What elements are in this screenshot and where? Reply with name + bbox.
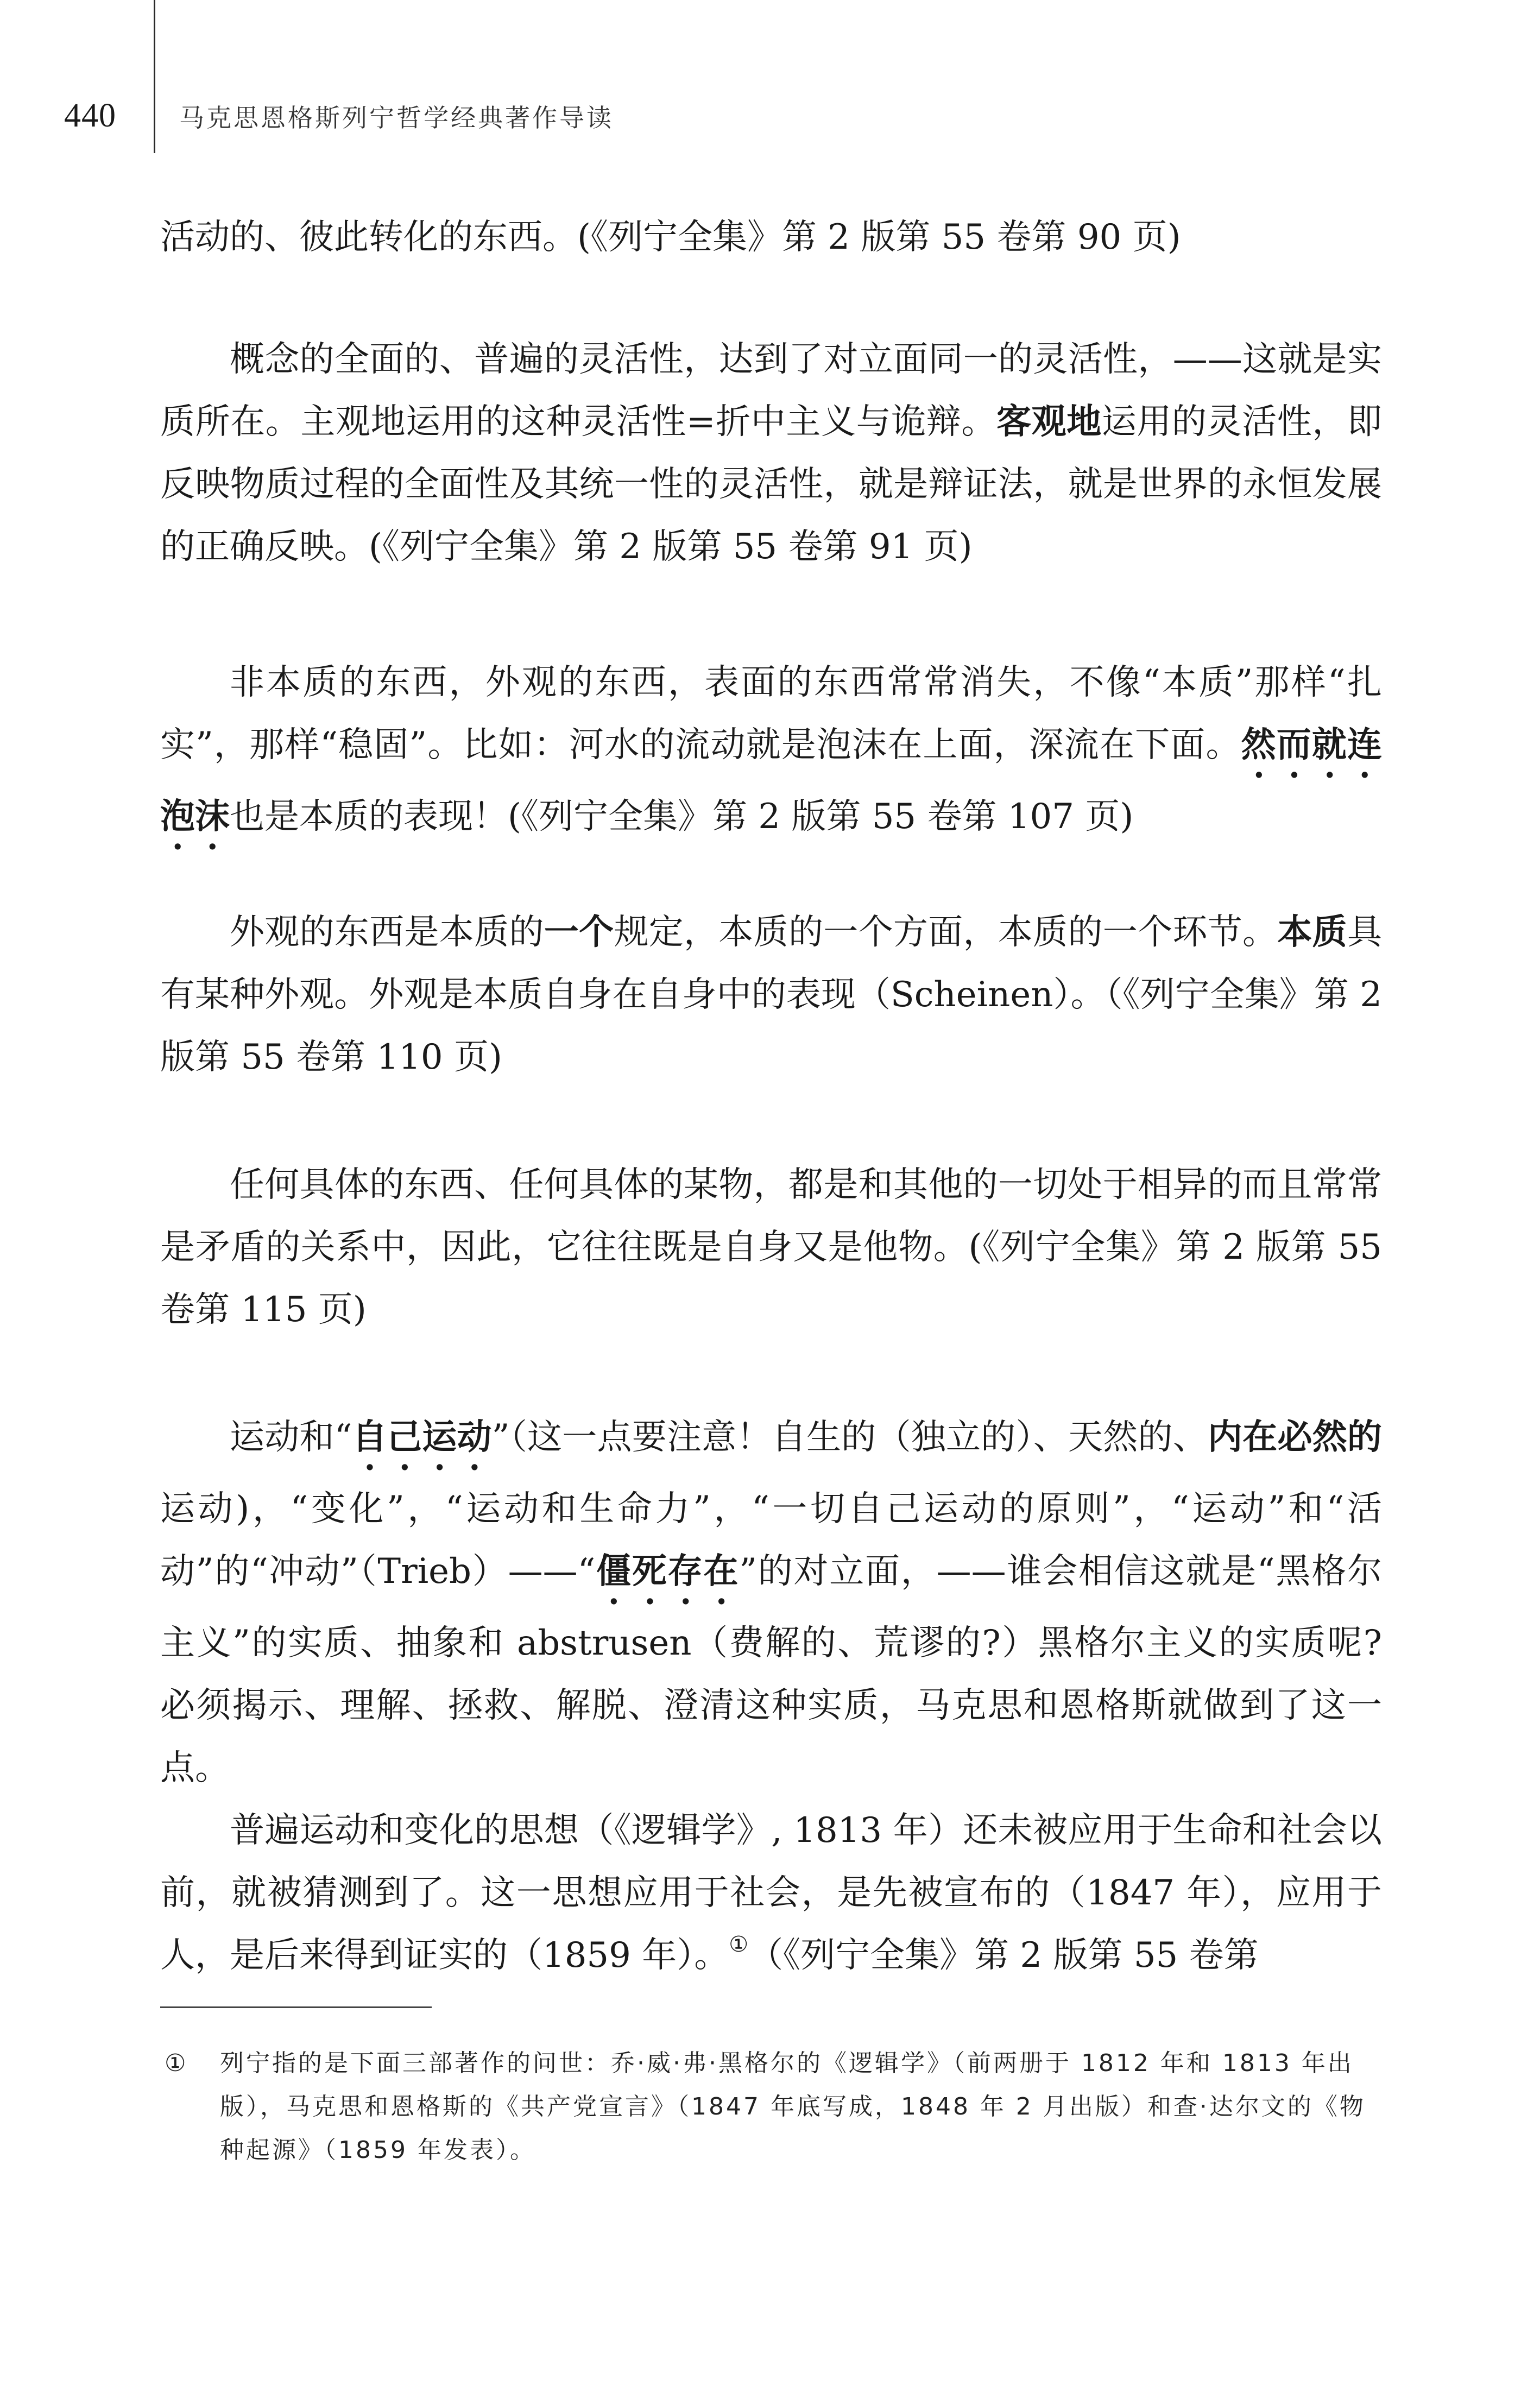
footnote-divider	[160, 2006, 432, 2008]
emphasis-dotted: 僵死存在	[595, 1551, 740, 1592]
emphasis-bold: 内在必然的	[1208, 1417, 1383, 1457]
footnote-mark: ①	[165, 2049, 188, 2077]
footnote-reference[interactable]: ①	[729, 1932, 749, 1957]
footnote	[160, 2042, 1382, 2172]
quote-block	[160, 1406, 1382, 1987]
paragraph: 非本质的东西，外观的东西，表面的东西常常消失，不像“本质”那样“扎实”，那样“稳固”。比如：河水的流动就是泡沫在上面，深流在下面。然而就连泡沫也是本质的表现！(《列宁全集》第 2 版第 55 卷第 107 页)	[160, 662, 1383, 837]
running-head-title: 马克思恩格斯列宁哲学经典著作导读	[179, 103, 614, 132]
emphasis-bold: 本质	[1277, 912, 1347, 952]
quote-block	[160, 329, 1382, 578]
quote-block	[160, 652, 1382, 857]
emphasis-bold: 一个	[544, 912, 614, 952]
header-divider	[154, 0, 155, 153]
paragraph: 运动和“自己运动”（这一点要注意！自生的（独立的）、天然的、内在必然的运动)，“变化”，“运动和生命力”，“一切自己运动的原则”，“运动”和“活动”的“冲动”（Trieb）——“僵死存在”的对立面，——谁会相信这就是“黑格尔主义”的实质、抽象和 abstrusen（费解的、荒谬的?）黑格尔主义的实质呢? 必须揭示、理解、拯救、解脱、澄清这种实质，马克思和恩格斯就做到了这一点。	[160, 1417, 1383, 1788]
paragraph: 任何具体的东西、任何具体的某物，都是和其他的一切处于相异的而且常常是矛盾的关系中，因此，它往往既是自身又是他物。(《列宁全集》第 2 版第 55 卷第 115 页)	[160, 1165, 1382, 1330]
emphasis-dotted: 然而就连泡沫	[160, 725, 1383, 837]
quote-block	[160, 901, 1382, 1089]
footnote-text: 列宁指的是下面三部著作的问世：乔·威·弗·黑格尔的《逻辑学》（前两册于 1812 年和 1813 年出版），马克思和恩格斯的《共产党宣言》（1847 年底写成，1848 年 2 月出版）和查·达尔文的《物种起源》（1859 年发表）。	[220, 2049, 1366, 2164]
emphasis-dotted: 自己运动	[352, 1417, 492, 1457]
text-block-continuation	[160, 206, 1382, 269]
paragraph: 普遍运动和变化的思想（《逻辑学》, 1813 年）还未被应用于生命和社会以前，就被猜测到了。这一思想应用于社会，是先被宣布的（1847 年），应用于人，是后来得到证实的（1859 年）。①（《列宁全集》第 2 版第 55 卷第	[160, 1810, 1382, 1976]
paragraph: 概念的全面的、普遍的灵活性，达到了对立面同一的灵活性，——这就是实质所在。主观地运用的这种灵活性=折中主义与诡辩。客观地运用的灵活性，即反映物质过程的全面性及其统一性的灵活性，就是辩证法，就是世界的永恒发展的正确反映。(《列宁全集》第 2 版第 55 卷第 91 页)	[160, 339, 1383, 567]
paragraph: 外观的东西是本质的一个规定，本质的一个方面，本质的一个环节。本质具有某种外观。外观是本质自身在自身中的表现（Scheinen）。（《列宁全集》第 2 版第 55 卷第 110 页)	[160, 912, 1382, 1077]
page-number: 440	[64, 97, 116, 134]
quote-block	[160, 1154, 1382, 1341]
emphasis-bold: 客观地	[996, 402, 1102, 442]
paragraph: 活动的、彼此转化的东西。(《列宁全集》第 2 版第 55 卷第 90 页)	[160, 217, 1181, 257]
